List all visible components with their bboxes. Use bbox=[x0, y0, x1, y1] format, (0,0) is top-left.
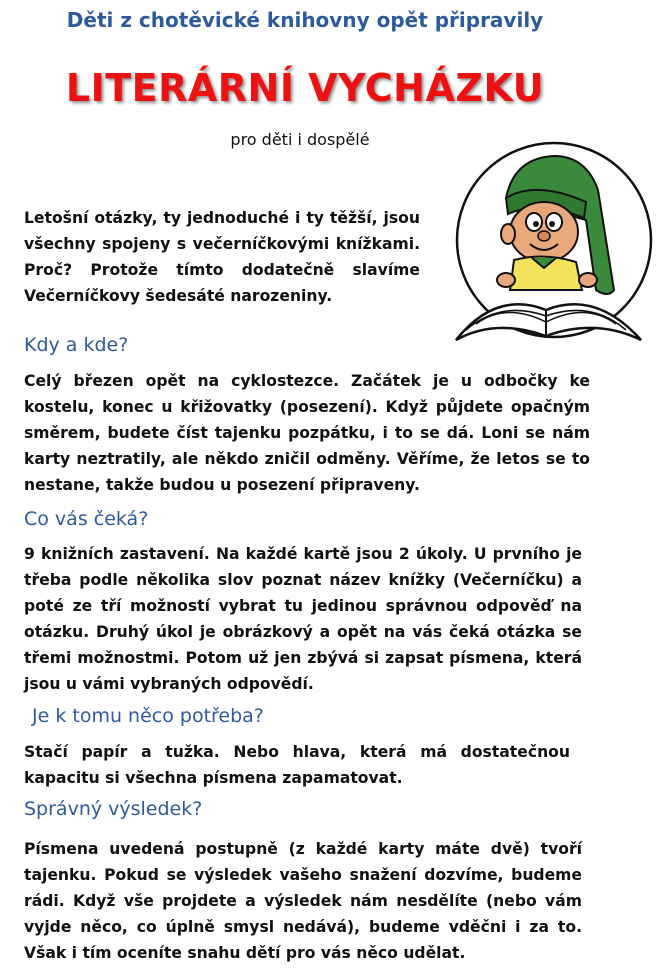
page-title: LITERÁRNÍ VYCHÁZKU bbox=[65, 66, 545, 110]
section-text-when-where: Celý březen opět na cyklostezce. Začátek je u odbočky ke kostelu, konec u křižovatky (posezení). Když půjdete opačným směrem, budete číst tajenku pozpátku, i to se dá. Loni se nám karty neztratily, ale někdo zničil odměny. Věříme, že letos se to nestane, takže budou u posezení připraveny. bbox=[24, 372, 590, 494]
section-text-result: Písmena uvedená postupně (z každé karty máte dvě) tvoří tajenku. Pokud se výsledek vašeho snažení dozvíme, budeme rádi. Když vše projdete a výsledek nám nesdělíte (nebo vám vyjde něco, co úplně smysl nedává), budeme vděčni i za to. Však i tím oceníte snahu dětí pro vás něco udělat. bbox=[24, 840, 582, 962]
section-text-requirements: Stačí papír a tužka. Nebo hlava, která má dostatečnou kapacitu si všechna písmena zapamatovat. bbox=[24, 743, 570, 787]
vecernicek-reading-book-illustration bbox=[436, 140, 658, 352]
section-heading-requirements: Je k tomu něco potřeba? bbox=[32, 705, 264, 727]
audience-label: pro děti i dospělé bbox=[230, 130, 370, 149]
header-subtitle: Děti z chotěvické knihovny opět připravily bbox=[66, 8, 544, 32]
section-heading-when-where: Kdy a kde? bbox=[24, 334, 129, 356]
section-heading-what-awaits: Co vás čeká? bbox=[24, 508, 149, 530]
section-heading-result: Správný výsledek? bbox=[24, 798, 203, 820]
section-text-what-awaits: 9 knižních zastavení. Na každé kartě jsou 2 úkoly. U prvního je třeba podle několika slov poznat název knížky (Večerníčku) a poté ze tří možností vybrat tu jedinou správnou odpověď na otázku. Druhý úkol je obrázkový a opět na vás čeká otázka se třemi možnostmi. Potom už jen zbývá si zapsat písmena, která jsou u vámi vybraných odpovědí. bbox=[24, 545, 582, 693]
intro-paragraph: Letošní otázky, ty jednoduché i ty těžší, jsou všechny spojeny s večerníčkovými knížkami. Proč? Protože tímto dodatečně slavíme Večerníčkovy šedesáté narozeniny. bbox=[24, 209, 420, 305]
